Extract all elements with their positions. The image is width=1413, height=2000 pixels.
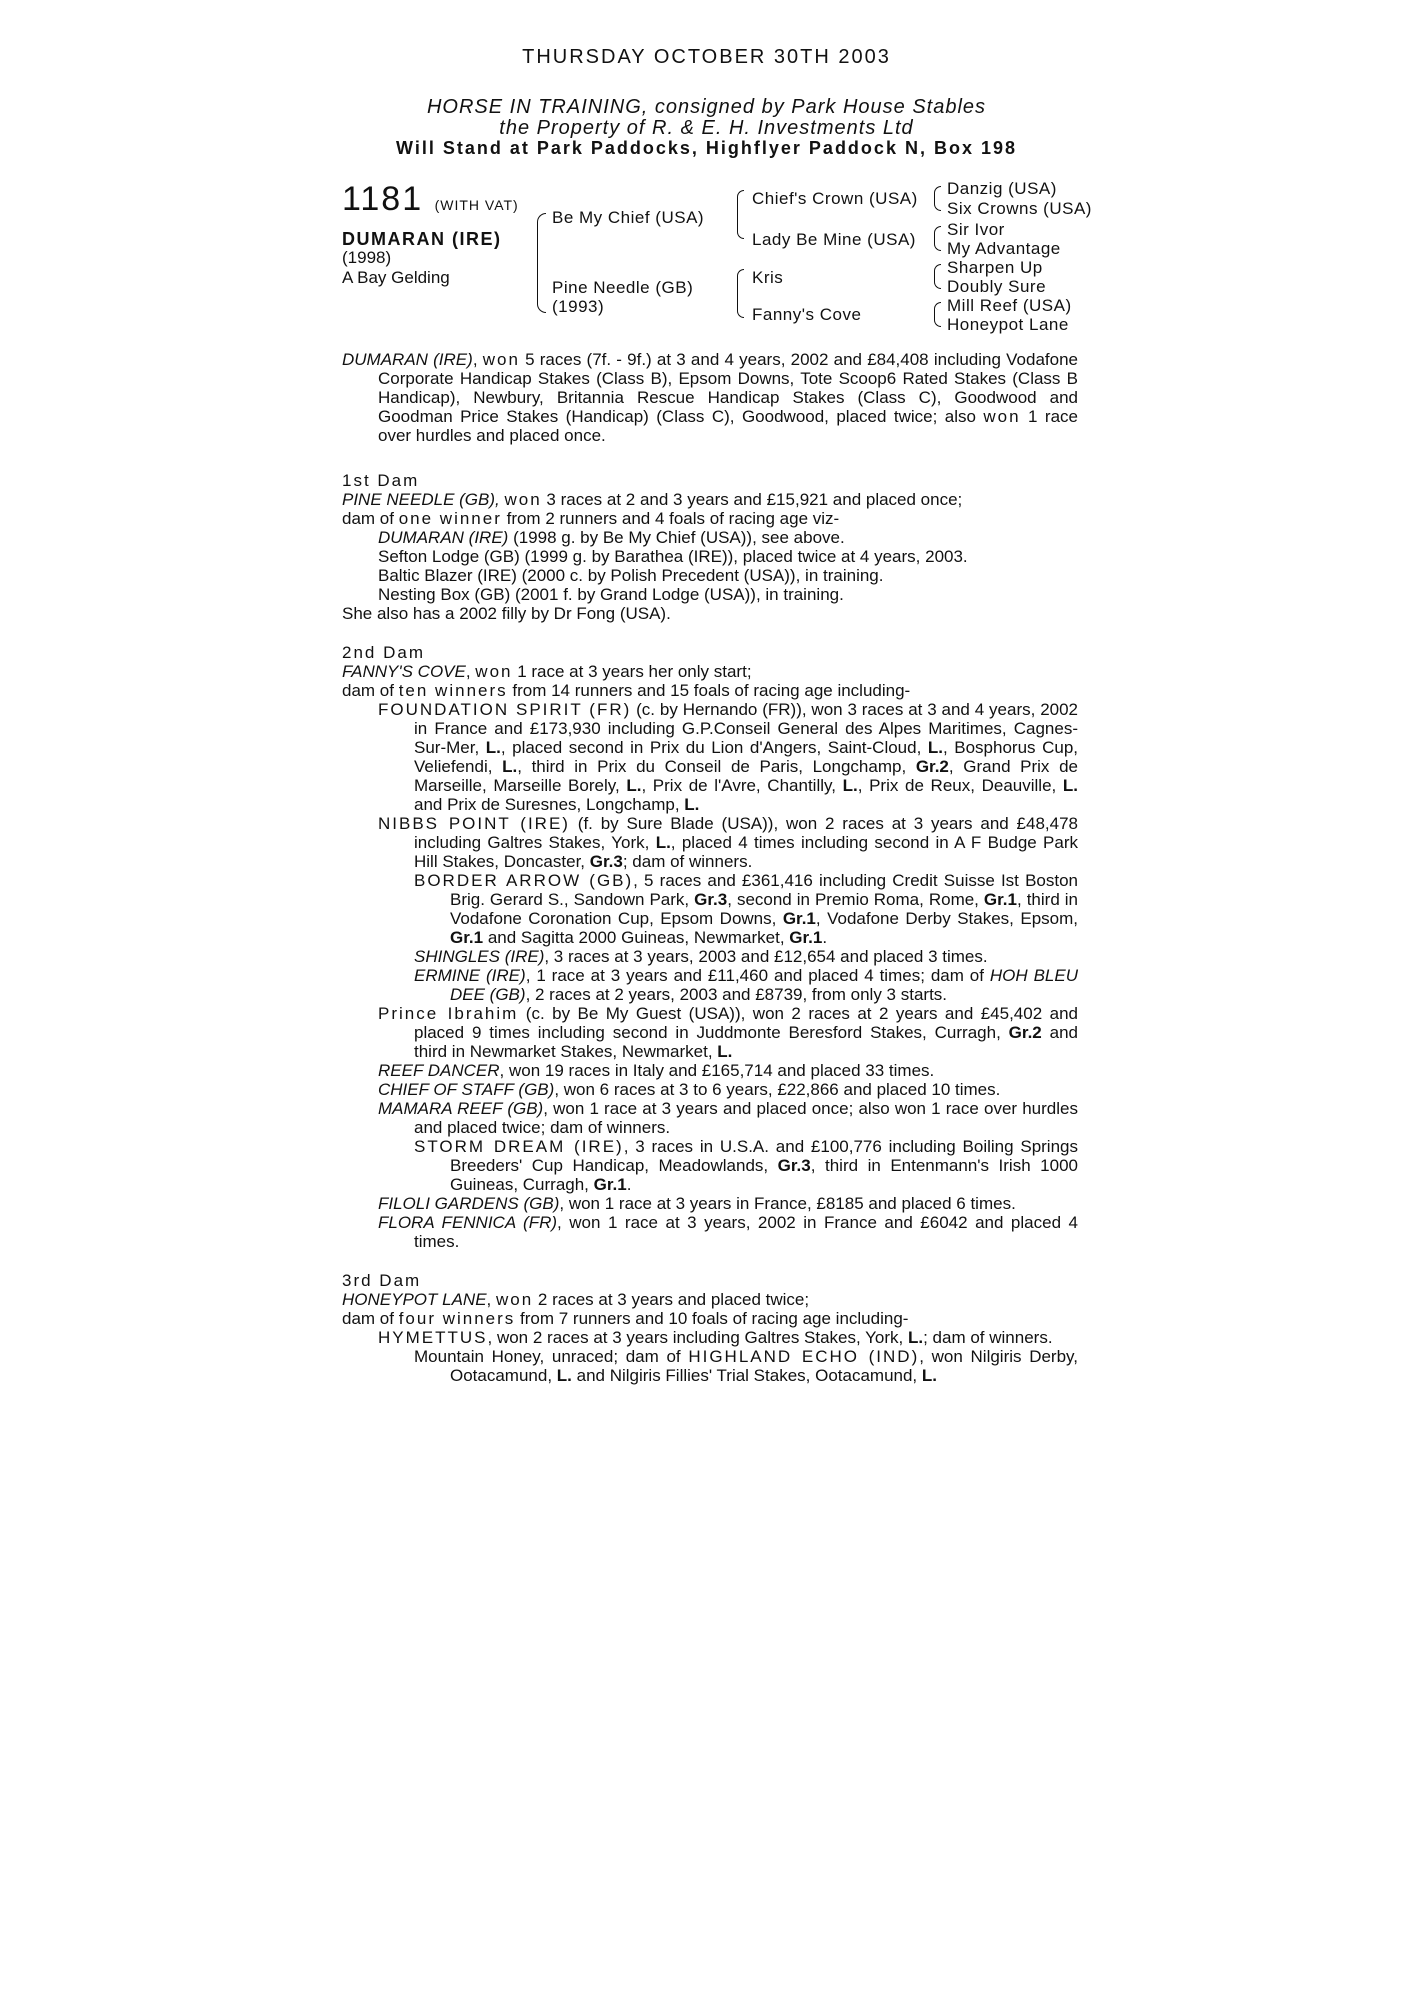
text: and third in Newmarket Stakes, Newmarket, [414, 1023, 1078, 1061]
produce-entry: Nesting Box (GB) (2001 f. by Grand Lodge (USA)), in training. [378, 585, 844, 604]
second-dam-heading: 2nd Dam [342, 643, 425, 662]
won-label: won [983, 407, 1021, 426]
second-dam-produce-summary [342, 681, 1078, 700]
text: , 3 races in U.S.A. and £100,776 including Boiling Springs Breeders' Cup Handicap, Meadowlands, [450, 1137, 1078, 1175]
first-dam-record [342, 490, 1078, 509]
property-line: the Property of R. & E. H. Investments Ltd [499, 117, 914, 139]
text: ; dam of winners. [923, 1328, 1053, 1347]
produce-entry [342, 871, 1078, 947]
lot-number-value: 1181 [342, 180, 424, 218]
text: , won Nilgiris Derby, Ootacamund, [450, 1347, 1078, 1385]
grade: L. [556, 1366, 572, 1385]
pedigree-g3-8: Honeypot Lane [947, 315, 1069, 334]
grade: Gr.2 [915, 757, 949, 776]
pedigree-sire-dam: Lady Be Mine (USA) [752, 230, 916, 249]
produce-name: SHINGLES (IRE) [414, 947, 545, 966]
second-dam-record: FANNY'S COVE, won 1 race at 3 years her only start; [342, 662, 752, 681]
produce-entry [342, 1328, 1078, 1347]
text: , 1 race at 3 years and £11,460 and placed 4 times; dam of [525, 966, 990, 985]
grade: L. [717, 1042, 733, 1061]
lot-number [342, 180, 519, 219]
text: . [626, 1175, 632, 1194]
text: (c. by Hernando (FR)), won 3 races at 3 and 4 years, 2002 in France and £173,930 including G.P.Conseil General des Alpes Maritimes, Cagnes-Sur-Mer, [414, 700, 1079, 757]
record-text: 3 races at 2 and 3 years and £15,921 and placed once; [541, 490, 963, 509]
text: , Prix de l'Avre, Chantilly, [641, 776, 843, 795]
text: dam of [342, 681, 399, 700]
produce-name: FLORA FENNICA (FR) [378, 1213, 558, 1232]
text: , placed second in Prix du Lion d'Angers, Saint-Cloud, [500, 738, 928, 757]
grade: L. [927, 738, 943, 757]
brace-gen1-bottom [537, 262, 546, 313]
dam-name: HONEYPOT LANE [342, 1290, 487, 1309]
grade: Gr.1 [789, 928, 823, 947]
grade: Gr.3 [777, 1156, 811, 1175]
text: dam of [342, 509, 399, 528]
produce-name: NIBBS POINT (IRE) [378, 814, 570, 833]
horse-name: DUMARAN (IRE) [342, 350, 473, 369]
text: Mountain Honey, unraced; dam of [414, 1347, 689, 1366]
brace-sire-bottom [737, 210, 744, 239]
brace-g3-4 [934, 238, 941, 251]
consignor-line: HORSE IN TRAINING, consigned by Park House Stables [426, 96, 987, 118]
text: and Prix de Suresnes, Longchamp, [414, 795, 685, 814]
produce-entry [342, 947, 1078, 966]
produce-name: HIGHLAND ECHO (IND) [688, 1347, 920, 1366]
grade: Gr.1 [983, 890, 1017, 909]
dam-also-note: She also has a 2002 filly by Dr Fong (USA). [342, 604, 671, 623]
produce-entry [342, 1213, 1078, 1251]
produce-entry [342, 1080, 1078, 1099]
race-record-text: 5 races (7f. - 9f.) at 3 and 4 years, 2002 and £84,408 including Vodafone Corporate Handicap Stakes (Class B), Epsom Downs, Tote Scoop6 Rated Stakes (Class B Handicap), Newbury, Britannia Rescue Handicap Stakes (Class C), Goodwood and Goodman Price Stakes (Handicap) (Class C), Goodwood, placed twice; also [378, 350, 1078, 426]
brace-g3-2 [934, 198, 941, 211]
pedigree-g3-5: Sharpen Up [947, 258, 1043, 277]
pedigree-g3-6: Doubly Sure [947, 277, 1047, 296]
sale-date: THURSDAY OCTOBER 30TH 2003 [522, 46, 891, 68]
won-label: won [496, 1290, 534, 1309]
brace-g3-8 [934, 314, 941, 327]
produce-entry [342, 1099, 1078, 1137]
produce-name: STORM DREAM (IRE) [414, 1137, 624, 1156]
text: , won 19 races in Italy and £165,714 and placed 33 times. [499, 1061, 935, 1080]
pedigree-g3-1: Danzig (USA) [947, 179, 1057, 198]
text: 2 races at 3 years and placed twice; [533, 1290, 810, 1309]
grade: Gr.3 [694, 890, 728, 909]
grade: L. [842, 776, 858, 795]
produce-name: BORDER ARROW (GB) [414, 871, 634, 890]
dam-name: PINE NEEDLE (GB), [342, 490, 500, 509]
produce-entry: Sefton Lodge (GB) (1999 g. by Barathea (IRE)), placed twice at 4 years, 2003. [378, 547, 968, 566]
brace-g3-6 [934, 276, 941, 289]
produce-name: Prince Ibrahim [378, 1004, 519, 1023]
grade: Gr.1 [593, 1175, 627, 1194]
stand-location: Will Stand at Park Paddocks, Highflyer Paddock N, Box 198 [396, 138, 1017, 158]
pedigree-sire-sire: Chief's Crown (USA) [752, 189, 918, 208]
pedigree-dam-year: (1993) [552, 297, 605, 316]
grade: L. [485, 738, 501, 757]
produce-name: FOUNDATION SPIRIT (FR) [378, 700, 632, 719]
produce-name: DUMARAN (IRE) [378, 528, 509, 547]
text: , 2 races at 2 years, 2003 and £8739, from only 3 starts. [525, 985, 948, 1004]
produce-name: FILOLI GARDENS (GB) [378, 1194, 560, 1213]
text: , Grand Prix de Marseille, Marseille Borely, [414, 757, 1078, 795]
third-dam-record: HONEYPOT LANE, won 2 races at 3 years and placed twice; [342, 1290, 810, 1309]
text: 1 race at 3 years her only start; [512, 662, 752, 681]
grade: L. [626, 776, 642, 795]
text: , won 1 race at 3 years, 2002 in France and £6042 and placed 4 times. [414, 1213, 1078, 1251]
grade: Gr.1 [450, 928, 484, 947]
produce-name: HOH BLEU DEE (GB) [450, 966, 1078, 1004]
text: , Bosphorus Cup, Veliefendi, [414, 738, 1078, 776]
produce-entry [342, 814, 1078, 871]
text: . [822, 928, 828, 947]
produce-entry [342, 1004, 1078, 1061]
text: (f. by Sure Blade (USA)), won 2 races at 3 years and £48,478 including Galtres Stakes, York, [414, 814, 1078, 852]
text: (c. by Be My Guest (USA)), won 2 races at 2 years and £45,402 and placed 9 times including second in Juddmonte Beresford Stakes, Curragh, [414, 1004, 1078, 1042]
text: , third in Prix du Conseil de Paris, Longchamp, [517, 757, 916, 776]
grade: L. [921, 1366, 937, 1385]
text: , won 1 race at 3 years and placed once; also won 1 race over hurdles and placed twice; dam of winners. [414, 1099, 1078, 1137]
brace-dam-bottom [737, 289, 744, 318]
race-record-text: 1 race over hurdles and placed once. [378, 407, 1078, 445]
text: and Sagitta 2000 Guineas, Newmarket, [483, 928, 790, 947]
lot-race-record: DUMARAN (IRE), won 5 races (7f. - 9f.) at 3 and 4 years, 2002 and £84,408 including Vodafone Corporate Handicap Stakes (Class B), Epsom Downs, Tote Scoop6 Rated Stakes (Class B Handicap), Newbury, Britannia Rescue Handicap Stakes (Class C), Goodwood and Goodman Price Stakes (Handicap) (Class C), Goodwood, placed twice; also won 1 race over hurdles and placed once. [342, 350, 1078, 445]
text: , won 6 races at 3 to 6 years, £22,866 and placed 10 times. [554, 1080, 1001, 1099]
pedigree-g3-3: Sir Ivor [947, 220, 1005, 239]
text: and Nilgiris Fillies' Trial Stakes, Ootacamund, [571, 1366, 922, 1385]
produce-name: REEF DANCER [378, 1061, 500, 1080]
pedigree-sire: Be My Chief (USA) [552, 208, 705, 227]
text: , 3 races at 3 years, 2003 and £12,654 and placed 3 times. [544, 947, 988, 966]
produce-entry [342, 1061, 1078, 1080]
winners-count: one winner [398, 509, 502, 528]
third-dam-produce-summary [342, 1309, 1078, 1328]
text: from 2 runners and 4 foals of racing age viz- [501, 509, 840, 528]
lot-foaling-year: (1998) [342, 248, 392, 267]
produce-entry [342, 1137, 1078, 1194]
pedigree-dam-dam: Fanny's Cove [752, 305, 862, 324]
text: , 5 races and £361,416 including Credit Suisse Ist Boston Brig. Gerard S., Sandown Park, [450, 871, 1078, 909]
grade: Gr.2 [1008, 1023, 1042, 1042]
brace-gen1-top [537, 213, 546, 263]
produce-name: ERMINE (IRE) [414, 966, 526, 985]
text: , Vodafone Derby Stakes, Epsom, [815, 909, 1078, 928]
catalogue-body [342, 350, 1078, 1385]
winners-count: four winners [398, 1309, 516, 1328]
first-dam-heading: 1st Dam [342, 471, 420, 490]
text: dam of [342, 1309, 399, 1328]
text: , third in Entenmann's Irish 1000 Guineas, Curragh, [450, 1156, 1078, 1194]
pedigree-dam: Pine Needle (GB) [552, 278, 694, 297]
text: , Prix de Reux, Deauville, [857, 776, 1063, 795]
text: , won 1 race at 3 years in France, £8185 and placed 6 times. [559, 1194, 1016, 1213]
vat-label: (WITH VAT) [434, 197, 519, 213]
third-dam-heading: 3rd Dam [342, 1271, 422, 1290]
produce-name: MAMARA REEF (GB) [378, 1099, 544, 1118]
lot-description: A Bay Gelding [342, 268, 450, 287]
dam-name: FANNY'S COVE [342, 662, 466, 681]
grade: Gr.1 [782, 909, 816, 928]
lot-horse-name: DUMARAN (IRE) [342, 229, 502, 249]
produce-entry [342, 700, 1078, 814]
text: (1998 g. by Be My Chief (USA)), see above. [508, 528, 845, 547]
produce-entry: Baltic Blazer (IRE) (2000 c. by Polish Precedent (USA)), in training. [378, 566, 884, 585]
brace-dam-top [737, 269, 744, 290]
winners-count: ten winners [398, 681, 508, 700]
produce-name: HYMETTUS [378, 1328, 488, 1347]
grade: L. [1062, 776, 1078, 795]
pedigree-g3-2: Six Crowns (USA) [947, 199, 1092, 218]
first-dam-produce-summary [342, 509, 1078, 528]
grade: L. [908, 1328, 924, 1347]
text: ; dam of winners. [622, 852, 753, 871]
produce-name: CHIEF OF STAFF (GB) [378, 1080, 555, 1099]
pedigree-dam-sire: Kris [752, 268, 784, 287]
grade: L. [655, 833, 671, 852]
won-label: won [475, 662, 513, 681]
brace-sire-top [737, 190, 744, 211]
text: , placed 4 times including second in A F Budge Park Hill Stakes, Doncaster, [414, 833, 1079, 871]
pedigree-g3-4: My Advantage [947, 239, 1061, 258]
produce-entry [342, 966, 1078, 1004]
grade: L. [684, 795, 700, 814]
text: , second in Premio Roma, Rome, [727, 890, 984, 909]
grade: L. [502, 757, 518, 776]
produce-entry [342, 1347, 1078, 1385]
text: from 7 runners and 10 foals of racing age including- [515, 1309, 909, 1328]
produce-entry [342, 1194, 1078, 1213]
text: from 14 runners and 15 foals of racing age including- [507, 681, 911, 700]
grade: Gr.3 [589, 852, 623, 871]
won-label: won [482, 350, 520, 369]
won-label: won [504, 490, 542, 509]
text: , won 2 races at 3 years including Galtres Stakes, York, [487, 1328, 908, 1347]
text: , third in Vodafone Coronation Cup, Epsom Downs, [450, 890, 1078, 928]
pedigree-g3-7: Mill Reef (USA) [947, 296, 1072, 315]
produce-entry [342, 528, 1078, 547]
